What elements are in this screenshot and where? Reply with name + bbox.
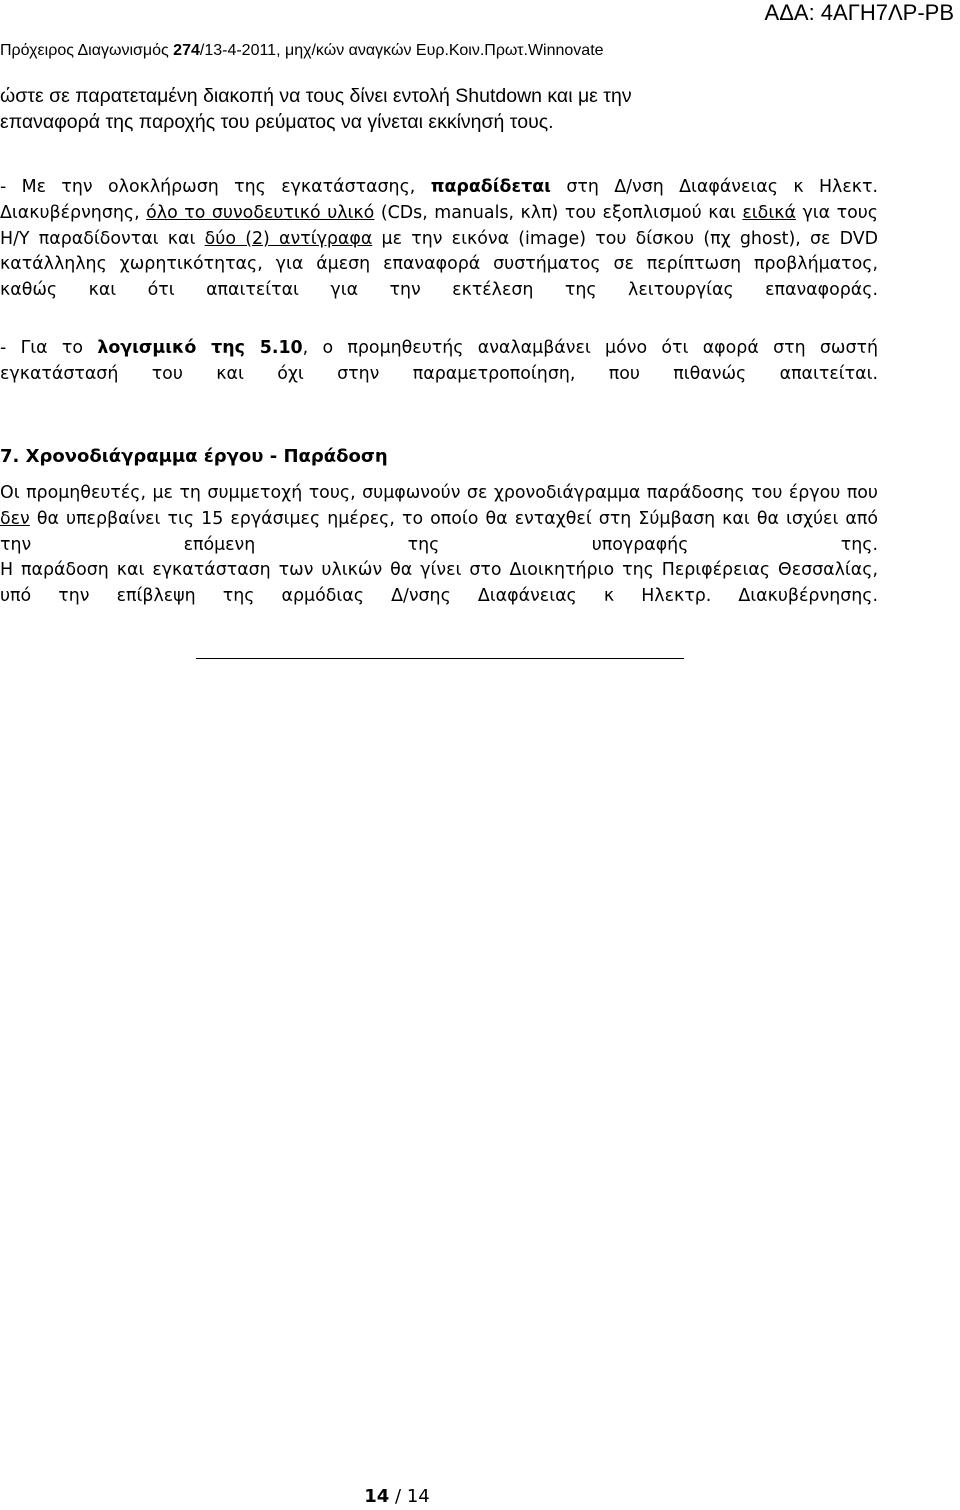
delivery-intro: - Με την ολοκλήρωση της εγκατάστασης, xyxy=(0,177,431,197)
specifically-emphasis: ειδικά xyxy=(742,202,796,223)
current-page: 14 xyxy=(364,1486,390,1507)
schedule-text-before: Οι προμηθευτές, με τη συμμετοχή τους, συμφωνούν σε χρονοδιάγραμμα παράδοσης του έργου που xyxy=(0,483,878,503)
software-note-paragraph xyxy=(0,336,878,388)
delivery-material-text: (CDs, manuals, κλπ) του εξοπλισμού και xyxy=(374,202,743,223)
delivery-recipient: στη Δ/νση Διαφάνειας κ Ηλεκτ. Διακυβέρνησης, xyxy=(0,177,878,223)
software-prefix: - Για το xyxy=(0,338,98,358)
delivery-pc-text: για τους Η/Υ παραδίδονται και xyxy=(0,202,878,249)
section-7-heading: 7. Χρονοδιάγραμμα έργου - Παράδοση xyxy=(0,446,388,467)
software-term: λογισμικό της 5.10 xyxy=(97,338,303,358)
delivered-term: παραδίδεται xyxy=(430,177,551,197)
reference-number: 274 xyxy=(173,42,200,59)
shutdown-line-2: επαναφορά της παροχής του ρεύματος να γίνεται εκκίνησή τους. xyxy=(0,111,554,133)
delivery-image-text: με την εικόνα (image) του δίσκου (πχ ghost), σε DVD κατάλληλης χωρητικότητας, για άμεση επαναφορά συστήματος σε περίπτωση προβλήματος, καθώς και ότι απαιτείται για την εκτέλεση της λειτουργίας επαναφοράς. xyxy=(0,228,879,301)
page-number xyxy=(0,1484,794,1510)
closing-rule xyxy=(196,658,684,659)
ada-code: ΑΔΑ: 4ΑΓΗ7ΛΡ-ΡΒ xyxy=(764,0,954,25)
schedule-text-after: θα υπερβαίνει τις 15 εργάσιμες ημέρες, το οποίο θα ενταχθεί στη Σύμβαση και θα ισχύει από την επόμενη της υπογραφής της. xyxy=(0,508,878,555)
total-pages: 14 xyxy=(406,1486,430,1507)
delivery-location-paragraph: Η παράδοση και εγκατάσταση των υλικών θα γίνει στο Διοικητήριο της Περιφέρειας Θεσσαλίας, υπό την επίβλεψη της αρμόδιας Δ/νσης Διαφάνειας κ Ηλεκτρ. Διακυβέρνησης. xyxy=(0,560,878,606)
page-separator: / xyxy=(389,1486,407,1507)
all-material-emphasis: όλο το συνοδευτικό υλικό xyxy=(146,202,375,223)
reference-suffix: /13-4-2011, μηχ/κών αναγκών Ευρ.Κοιν.Πρωτ.Winnovate xyxy=(199,42,604,59)
schedule-paragraph xyxy=(0,481,878,558)
two-copies-emphasis: δύο (2) αντίγραφα xyxy=(204,228,373,249)
not-emphasis: δεν xyxy=(0,508,30,529)
delivery-material-paragraph xyxy=(0,175,878,304)
software-text: , ο προμηθευτής αναλαμβάνει μόνο ότι αφορά στη σωστή εγκατάστασή του και όχι στην παραμετροποίηση, που πιθανώς απαιτείται. xyxy=(0,338,878,384)
shutdown-line-1: ώστε σε παρατεταμένη διακοπή να τους δίνει εντολή Shutdown και με την xyxy=(0,85,632,107)
document-reference-header xyxy=(0,40,604,62)
reference-prefix: Πρόχειρος Διαγωνισμός xyxy=(0,42,174,59)
